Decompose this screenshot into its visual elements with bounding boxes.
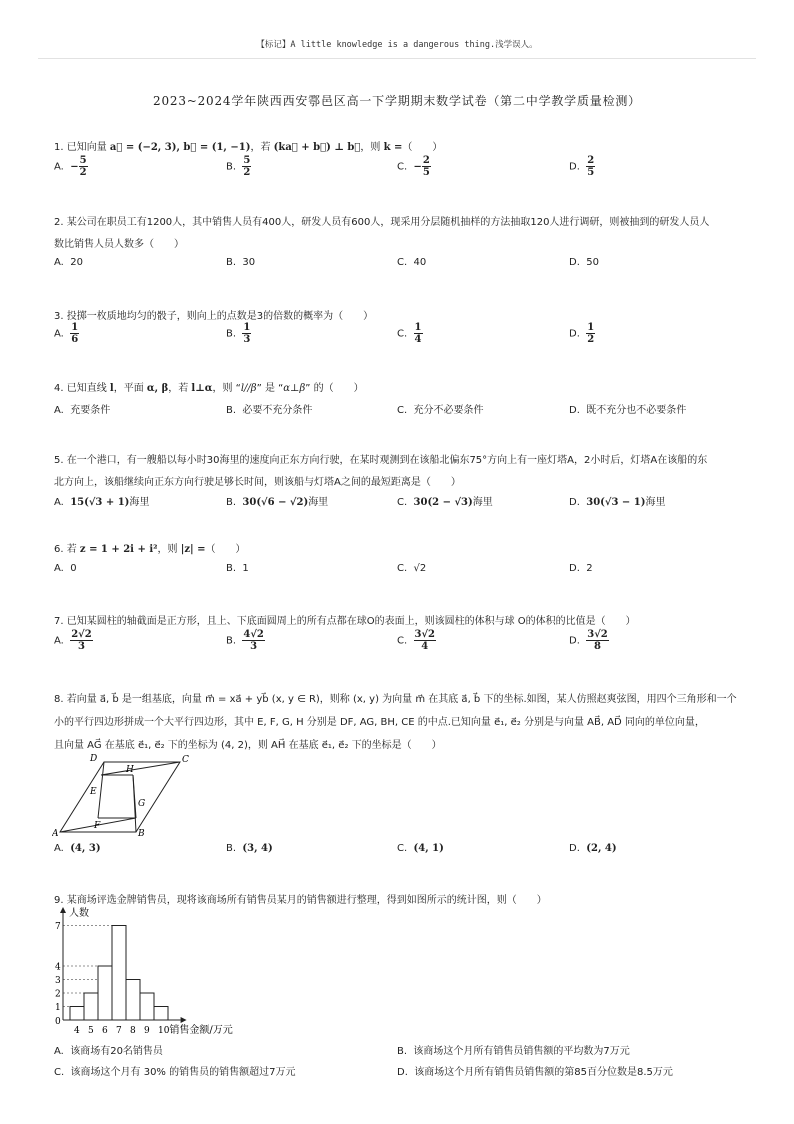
- fraction-numerator: 2: [422, 155, 430, 166]
- question-6: 6. 若 z = 1 + 2i + i²，则 |z| =（ ）: [54, 544, 246, 555]
- fraction-denominator: 5: [587, 167, 595, 178]
- option-text: 既不充分也不必要条件: [586, 405, 687, 416]
- fraction-numerator: 3√2: [414, 629, 436, 640]
- histogram-bar: [140, 993, 154, 1020]
- option-text: 2: [586, 563, 593, 574]
- question-8-line-1: 8. 若向量 a⃗, b⃗ 是一组基底，向量 m⃗ = xa⃗ + yb⃗ (x, y ∈ R)，则称 (x, y) 为向量 m⃗ 在其底 a⃗, b⃗ 下的坐标.如图，某人仿照赵爽弦图，用四个三角形和一个: [54, 694, 737, 705]
- option-b: [226, 322, 251, 345]
- option-text: √2: [413, 563, 427, 574]
- label-h: H: [126, 765, 134, 775]
- option-unit: 海里: [129, 497, 150, 508]
- x-axis-label: 销售金额/万元: [169, 1025, 233, 1036]
- histogram-bar: [126, 980, 140, 1021]
- option-label: A.: [54, 563, 64, 574]
- option-label: B.: [226, 161, 237, 173]
- option-unit: 海里: [472, 497, 493, 508]
- y-axis-arrow: [60, 907, 66, 913]
- histogram-bar: [70, 1007, 84, 1021]
- option-label: A.: [54, 161, 64, 173]
- option-label: D.: [569, 405, 580, 416]
- option-b: [226, 563, 249, 574]
- fraction-denominator: 3: [250, 641, 258, 652]
- option-b: [226, 843, 273, 854]
- option-fraction: [70, 629, 93, 652]
- option-a: [54, 563, 77, 574]
- option-label: C.: [397, 843, 408, 854]
- option-label: A.: [54, 1046, 64, 1057]
- option-a: [54, 322, 79, 345]
- option-label: D.: [569, 497, 580, 508]
- option-sign: −: [70, 161, 79, 173]
- option-text: 50: [586, 257, 599, 268]
- option-text: 20: [70, 257, 83, 268]
- label-b: B: [138, 829, 145, 839]
- option-label: C.: [54, 1067, 65, 1078]
- x-tick-label: 7: [116, 1026, 122, 1036]
- option-label: A.: [54, 257, 64, 268]
- histogram-bar: [98, 966, 112, 1020]
- option-fraction: [586, 629, 609, 652]
- option-label: D.: [397, 1067, 408, 1078]
- option-label: B.: [226, 497, 237, 508]
- option-fraction: [414, 322, 423, 345]
- x-tick-label: 8: [130, 1026, 136, 1036]
- label-f: F: [94, 821, 101, 831]
- option-a: [54, 843, 101, 854]
- question-8-line-2: 小的平行四边形拼成一个大平行四边形，其中 E, F, G, H 分别是 DF, AG, BH, CE 的中点.已知向量 e⃗₁, e⃗₂ 分别是与向量 AB⃗, AD⃗ 同向的单位向量，: [54, 717, 705, 728]
- option-fraction: [70, 322, 79, 345]
- option-label: A.: [54, 843, 64, 854]
- x-tick-label: 9: [144, 1026, 150, 1036]
- option-b: [226, 493, 328, 508]
- question-8-line-3: 且向量 AG⃗ 在基底 e⃗₁, e⃗₂ 下的坐标为 (4, 2)，则 AH⃗ 在基底 e⃗₁, e⃗₂ 下的坐标是（ ）: [54, 740, 442, 751]
- option-label: D.: [569, 563, 580, 574]
- option-label: D.: [569, 328, 580, 340]
- option-text: 该商场这个月所有销售员销售额的平均数为7万元: [413, 1046, 630, 1057]
- option-label: B.: [397, 1046, 408, 1057]
- question-5-line-2: 北方向上，该船继续向正东方向行驶足够长时间，则该船与灯塔A之间的最短距离是（ ）: [54, 477, 461, 488]
- header-divider: [38, 58, 756, 59]
- label-g: G: [138, 799, 146, 809]
- option-text: 该商场有20名销售员: [70, 1046, 163, 1057]
- option-label: C.: [397, 257, 408, 268]
- fraction-denominator: 3: [77, 641, 85, 652]
- option-c: [54, 1063, 295, 1078]
- option-sign: −: [413, 161, 422, 173]
- y-tick-label: 7: [55, 922, 61, 932]
- fraction-numerator: 2√2: [71, 629, 92, 640]
- question-2-line-1: 2. 某公司在职员工有1200人，其中销售人员有400人，研发人员有600人，现采用分层随机抽样的方法抽取120人进行调研，则被抽到的研发人员人: [54, 217, 710, 228]
- option-a: [54, 493, 149, 508]
- y-tick-label: 3: [55, 976, 61, 986]
- option-label: C.: [397, 635, 408, 647]
- option-label: C.: [397, 161, 408, 173]
- fraction-numerator: 1: [243, 322, 251, 333]
- option-d: [569, 401, 686, 416]
- option-fraction: [242, 322, 251, 345]
- option-c: [397, 843, 444, 854]
- option-c: [397, 155, 431, 178]
- option-text: 该商场这个月有 30% 的销售员的销售额超过7万元: [70, 1067, 296, 1078]
- option-label: A.: [54, 635, 64, 647]
- fraction-denominator: 2: [243, 167, 251, 178]
- histogram-bar: [154, 1007, 168, 1021]
- option-math: 30(2 − √3): [413, 497, 473, 508]
- label-d: D: [90, 754, 98, 764]
- option-d: [569, 155, 595, 178]
- option-b: [397, 1042, 630, 1057]
- fraction-numerator: 1: [587, 322, 595, 333]
- fraction-numerator: 1: [71, 322, 79, 333]
- option-label: A.: [54, 497, 64, 508]
- histogram-bar: [112, 926, 126, 1021]
- option-d: [569, 493, 665, 508]
- question-1: 1. 已知向量 a⃗ = (−2, 3), b⃗ = (1, −1)，若 (ka⃗ + b⃗) ⊥ b⃗，则 k =（ ）: [54, 142, 443, 153]
- fraction-denominator: 2: [79, 167, 87, 178]
- option-a: [54, 155, 88, 178]
- option-label: B.: [226, 563, 237, 574]
- option-math: 15(√3 + 1): [70, 497, 130, 508]
- sales-histogram: [50, 905, 310, 1040]
- option-c: [397, 257, 426, 268]
- option-fraction: [422, 155, 431, 178]
- option-fraction: [586, 155, 595, 178]
- option-label: B.: [226, 257, 237, 268]
- option-fraction: [414, 629, 437, 652]
- option-math: 30(√6 − √2): [242, 497, 309, 508]
- option-fraction: [586, 322, 595, 345]
- y-tick-label: 1: [55, 1003, 61, 1013]
- option-text: 0: [70, 563, 77, 574]
- fraction-numerator: 1: [414, 322, 422, 333]
- option-text: 30: [242, 257, 256, 268]
- option-c: [397, 401, 484, 416]
- option-c: [397, 563, 426, 574]
- y-tick-origin: 0: [55, 1017, 61, 1027]
- option-d: [569, 257, 599, 268]
- option-unit: 海里: [308, 497, 329, 508]
- x-tick-label: 6: [102, 1026, 108, 1036]
- parallelogram-figure: [52, 750, 192, 840]
- fraction-denominator: 5: [422, 167, 430, 178]
- y-axis-label: 人数: [69, 908, 89, 919]
- fraction-denominator: 6: [71, 334, 79, 345]
- option-label: D.: [569, 635, 580, 647]
- option-text: 充要条件: [70, 405, 111, 416]
- option-label: C.: [397, 405, 408, 416]
- label-e: E: [90, 787, 97, 797]
- option-label: D.: [569, 161, 580, 173]
- fraction-denominator: 3: [243, 334, 251, 345]
- x-tick-label: 4: [74, 1026, 80, 1036]
- x-tick-label: 10: [158, 1026, 170, 1036]
- option-math: (3, 4): [242, 843, 273, 854]
- option-d: [397, 1063, 673, 1078]
- option-fraction: [79, 155, 88, 178]
- option-d: [569, 629, 609, 652]
- question-7: 7. 已知某圆柱的轴截面是正方形，且上、下底面圆周上的所有点都在球O的表面上，则该圆柱的体积与球 O的体积的比值是（ ）: [54, 616, 636, 627]
- fraction-denominator: 4: [414, 334, 422, 345]
- option-label: D.: [569, 843, 580, 854]
- option-text: 40: [413, 257, 427, 268]
- option-label: B.: [226, 843, 237, 854]
- option-fraction: [242, 629, 265, 652]
- option-d: [569, 563, 593, 574]
- question-3: 3. 投掷一枚质地均匀的骰子，则向上的点数是3的倍数的概率为（ ）: [54, 311, 374, 322]
- option-c: [397, 322, 423, 345]
- option-math: (2, 4): [586, 843, 617, 854]
- option-d: [569, 843, 617, 854]
- option-b: [226, 401, 312, 416]
- option-label: B.: [226, 328, 237, 340]
- segment-ce: [101, 762, 180, 775]
- option-text: 充分不必要条件: [413, 405, 484, 416]
- option-text: 必要不充分条件: [242, 405, 313, 416]
- option-fraction: [242, 155, 251, 178]
- fraction-numerator: 4√2: [243, 629, 264, 640]
- option-math: (4, 3): [70, 843, 101, 854]
- histogram-bar: [84, 993, 98, 1020]
- option-label: A.: [54, 328, 64, 340]
- option-a: [54, 257, 83, 268]
- option-label: B.: [226, 635, 237, 647]
- option-label: D.: [569, 257, 580, 268]
- option-d: [569, 322, 595, 345]
- fraction-denominator: 8: [594, 641, 601, 652]
- option-label: A.: [54, 405, 64, 416]
- option-label: C.: [397, 563, 408, 574]
- option-a: [54, 629, 93, 652]
- page-title: 2023~2024学年陕西西安鄠邑区高一下学期期末数学试卷（第二中学教学质量检测）: [153, 94, 641, 108]
- option-label: C.: [397, 497, 408, 508]
- option-c: [397, 493, 493, 508]
- option-a: [54, 401, 110, 416]
- option-a: [54, 1042, 163, 1057]
- outer-parallelogram: [60, 762, 180, 832]
- option-label: C.: [397, 328, 408, 340]
- fraction-numerator: 5: [243, 155, 251, 166]
- label-a: A: [52, 829, 59, 839]
- question-2-line-2: 数比销售人员人数多（ ）: [54, 239, 184, 250]
- option-b: [226, 629, 265, 652]
- option-text: 1: [242, 563, 249, 574]
- fraction-denominator: 2: [587, 334, 595, 345]
- x-axis-arrow: [181, 1017, 187, 1023]
- option-unit: 海里: [645, 497, 666, 508]
- fraction-denominator: 4: [421, 641, 429, 652]
- question-9: 9. 某商场评选金牌销售员，现将该商场所有销售员某月的销售额进行整理，得到如图所示的统计图，则（ ）: [54, 895, 547, 906]
- label-c: C: [182, 755, 189, 765]
- y-tick-label: 2: [55, 989, 61, 1000]
- option-text: 该商场这个月所有销售员销售额的第85百分位数是8.5万元: [414, 1067, 673, 1078]
- option-math: 30(√3 − 1): [586, 497, 646, 508]
- fraction-numerator: 3√2: [587, 629, 608, 640]
- x-tick-label: 5: [88, 1026, 94, 1036]
- header-banner: 【标记】A little knowledge is a dangerous thing.浅学误人。: [256, 40, 538, 50]
- fraction-numerator: 5: [79, 155, 87, 166]
- option-label: B.: [226, 405, 237, 416]
- y-tick-label: 4: [55, 962, 61, 973]
- option-math: (4, 1): [413, 843, 444, 854]
- option-b: [226, 257, 255, 268]
- option-b: [226, 155, 251, 178]
- question-4: 4. 已知直线 l，平面 α, β，若 l⊥α，则 “l//β” 是 “α⊥β” 的（ ）: [54, 383, 364, 394]
- fraction-numerator: 2: [587, 155, 595, 166]
- option-c: [397, 629, 436, 652]
- question-5-line-1: 5. 在一个港口，有一艘船以每小时30海里的速度向正东方向行驶，在某时观测到在该船北偏东75°方向上有一座灯塔A，2小时后，灯塔A在该船的东: [54, 455, 708, 466]
